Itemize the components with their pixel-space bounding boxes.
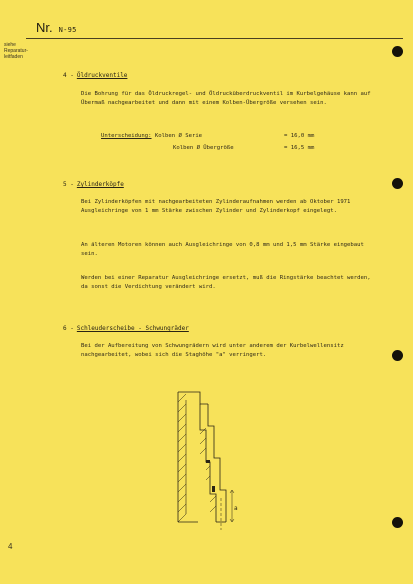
section-title: Schleuderscheibe - Schwungräder	[76, 325, 189, 332]
section-heading	[63, 72, 127, 79]
formula-row2-left: Kolben Ø Übergröße	[173, 145, 234, 151]
paragraph: Die Bohrung für das Öldruckregel- und Öldrucküberdruckventil im Kurbelgehäuse kann auf Übermaß nachgearbeitet und dann mit einem Kolben-Übergröße versehen sein.	[81, 91, 371, 106]
section-number: 6 -	[63, 325, 74, 332]
section-heading	[63, 181, 124, 188]
nr-number: N-95	[58, 26, 77, 34]
punch-hole-lower-middle	[392, 350, 403, 361]
dimension-label-a: a	[234, 505, 238, 512]
formula-label: Unterscheidung:	[101, 133, 152, 139]
paragraph: Werden bei einer Reparatur Ausgleichringe ersetzt, muß die Ringstärke beachtet werden, da sonst die Verdichtung verändert wird.	[81, 275, 371, 290]
formula-row1-value: = 16,0 mm	[284, 133, 315, 139]
header-rule	[26, 38, 403, 39]
formula-row-serie	[101, 133, 202, 139]
page-number: 4	[8, 542, 13, 551]
flywheel-cross-section-drawing	[172, 382, 242, 532]
punch-hole-top	[392, 46, 403, 57]
margin-note: siehe Reparatur-leitfaden	[4, 42, 28, 60]
section-number: 4 -	[63, 72, 74, 79]
paragraph: Bei Zylinderköpfen mit nachgearbeiteten Zylinderaufnahmen werden ab Oktober 1971 Ausgleichringe von 1 mm Stärke zwischen Zylinder und Zylinderkopf eingelegt.	[81, 199, 351, 214]
document-header	[36, 20, 77, 35]
section-number: 5 -	[63, 181, 74, 188]
punch-hole-upper-middle	[392, 178, 403, 189]
paragraph: An älteren Motoren können auch Ausgleichringe von 0,8 mm und 1,5 mm Stärke eingebaut sein.	[81, 242, 364, 257]
nr-label: Nr.	[36, 20, 53, 35]
formula-row1-left: Kolben Ø Serie	[154, 133, 203, 139]
formula-row2-value: = 16,5 mm	[284, 145, 315, 151]
section-heading	[63, 325, 189, 332]
punch-hole-bottom	[392, 517, 403, 528]
section-title: Öldruckventile	[76, 72, 128, 79]
paragraph: Bei der Aufbereitung von Schwungrädern wird unter anderem der Kurbelwellensitz nachgearbeitet, wobei sich die Staghöhe "a" verringert.	[81, 343, 344, 358]
section-title: Zylinderköpfe	[76, 181, 124, 188]
